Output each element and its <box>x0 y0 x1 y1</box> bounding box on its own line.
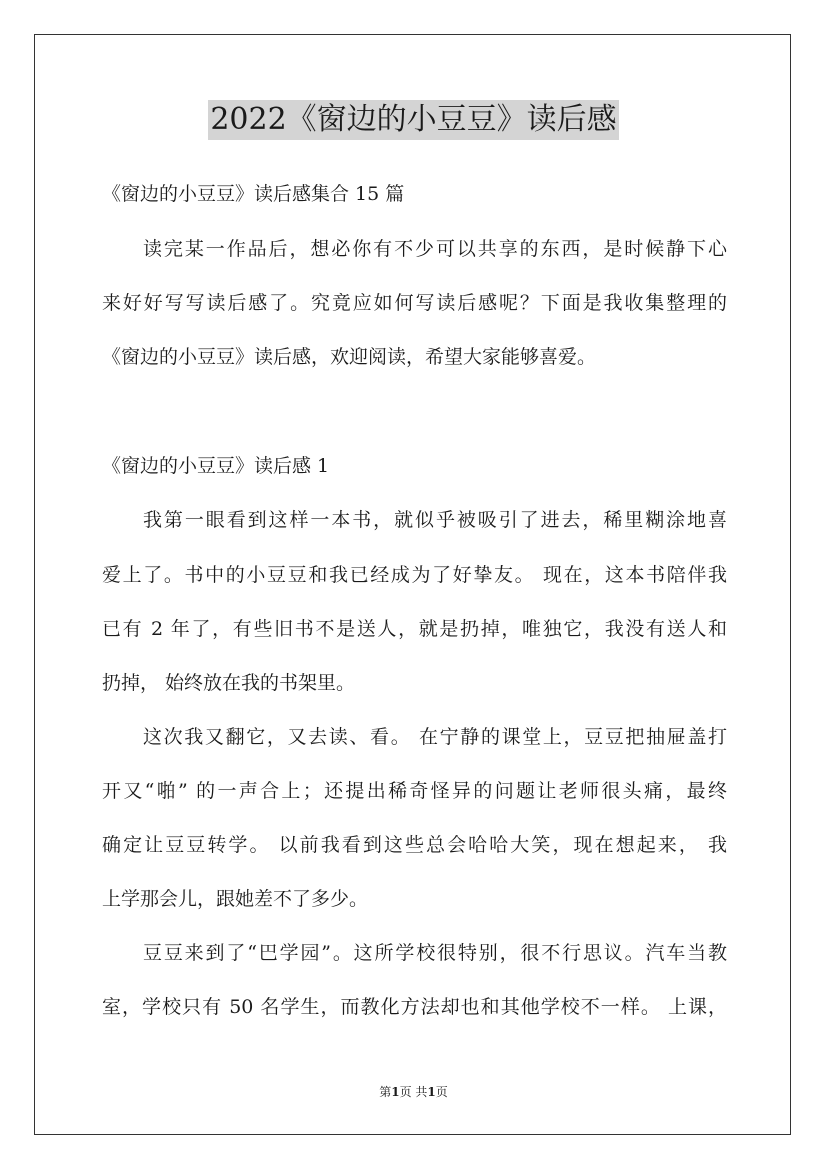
paragraph-line: 《窗边的小豆豆》读后感，欢迎阅读，希望大家能够喜爱。 <box>102 346 597 368</box>
paragraph-line: 已有 2 年了，有些旧书不是送人，就是扔掉，唯独它，我没有送人和 <box>102 618 727 640</box>
paragraph-line: 扔掉， 始终放在我的书架里。 <box>102 672 356 694</box>
paragraph-line: 上学那会儿，跟她差不了多少。 <box>102 888 369 910</box>
paragraph-line: 我第一眼看到这样一本书，就似乎被吸引了进去，稀里糊涂地喜 <box>143 509 727 531</box>
subtitle-line: 《窗边的小豆豆》读后感集合 15 篇 <box>102 183 405 205</box>
paragraph-line: 室，学校只有 50 名学生，而教化方法却也和其他学校不一样。 上课， <box>102 996 727 1018</box>
paragraph-line: 开又“啪” 的一声合上；还提出稀奇怪异的问题让老师很头痛，最终 <box>102 780 727 802</box>
footer-current-page: 1 <box>391 1085 400 1099</box>
paragraph-line: 爱上了。书中的小豆豆和我已经成为了好挚友。 现在，这本书陪伴我 <box>102 564 727 586</box>
paragraph-line: 读完某一作品后，想必你有不少可以共享的东西，是时候静下心 <box>143 238 727 260</box>
paragraph-line: 来好好写写读后感了。究竟应如何写读后感呢？下面是我收集整理的 <box>102 292 727 314</box>
document-title: 2022《窗边的小豆豆》读后感 <box>208 100 618 140</box>
paragraph-line: 确定让豆豆转学。 以前我看到这些总会哈哈大笑，现在想起来， 我 <box>102 834 727 856</box>
page-footer <box>0 1084 827 1100</box>
paragraph-line: 这次我又翻它，又去读、看。 在宁静的课堂上，豆豆把抽屉盖打 <box>143 726 727 748</box>
title-container <box>0 100 827 140</box>
footer-total-pages: 1 <box>427 1085 436 1099</box>
paragraph-line: 豆豆来到了“巴学园”。这所学校很特别，很不行思议。汽车当教 <box>143 942 727 964</box>
footer-page-mid: 页 共 <box>399 1085 428 1099</box>
footer-page-prefix: 第 <box>379 1085 392 1099</box>
footer-page-suffix: 页 <box>435 1085 448 1099</box>
section-heading: 《窗边的小豆豆》读后感 1 <box>102 455 330 477</box>
